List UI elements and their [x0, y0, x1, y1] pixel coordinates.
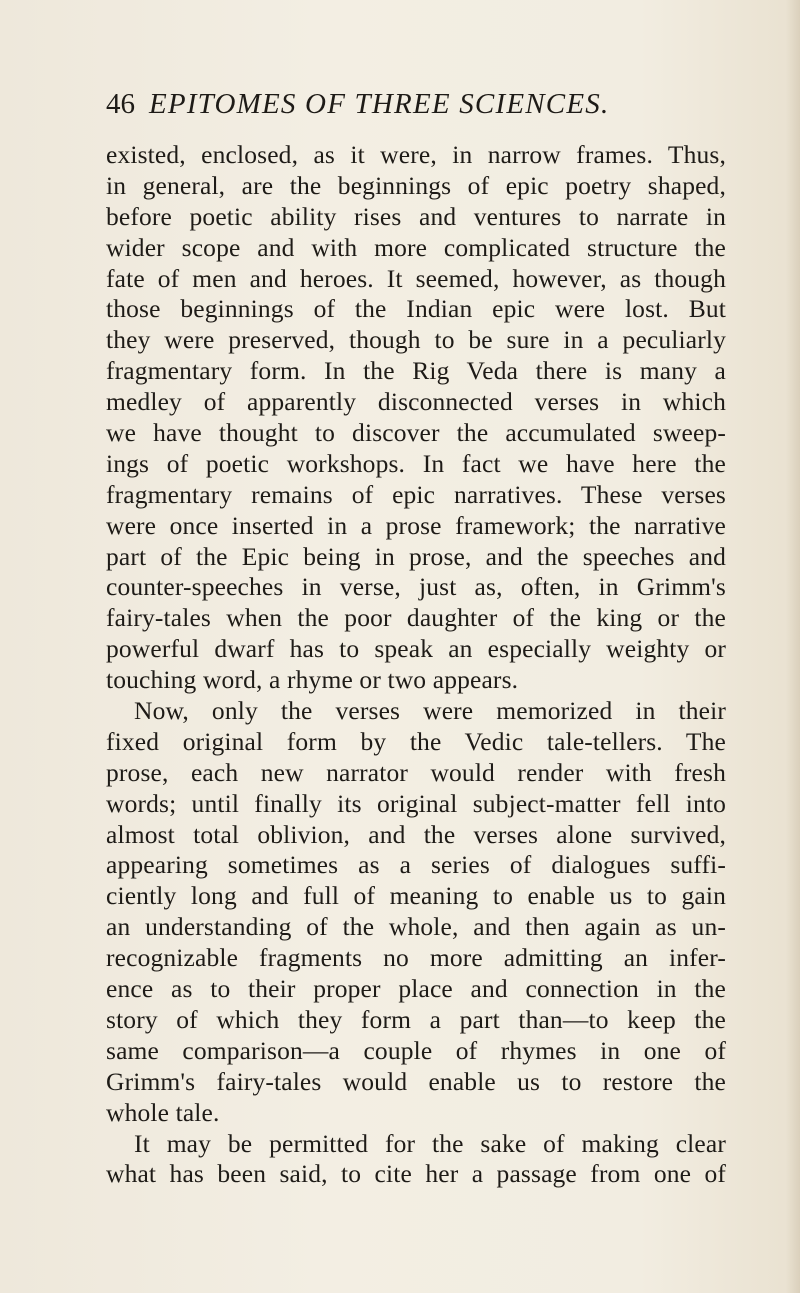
text-line: before poetic ability rises and ventures to narrate in: [106, 201, 726, 231]
text-line: fate of men and heroes. It seemed, however, as though: [106, 263, 726, 293]
text-line: fragmentary form. In the Rig Veda there is many a: [106, 356, 726, 386]
text-line: same comparison—a couple of rhymes in one of: [106, 1035, 726, 1065]
text-line: story of which they form a part than—to keep the: [106, 1004, 726, 1034]
text-line: part of the Epic being in prose, and the speeches and: [106, 541, 726, 571]
running-header: [106, 84, 726, 124]
text-line: words; until finally its original subject-matter fell into: [106, 788, 726, 818]
text-line: what has been said, to cite her a passage from one of: [106, 1159, 726, 1189]
text-line: counter-speeches in verse, just as, often, in Grimm's: [106, 572, 726, 602]
text-line: almost total oblivion, and the verses alone survived,: [106, 819, 726, 849]
text-line: fixed original form by the Vedic tale-tellers. The: [106, 726, 726, 756]
text-line: ciently long and full of meaning to enable us to gain: [106, 881, 726, 911]
text-line: were once inserted in a prose framework; the narrative: [106, 510, 726, 540]
text-line: they were preserved, though to be sure in a peculiarly: [106, 325, 726, 355]
text-line: existed, enclosed, as it were, in narrow frames. Thus,: [106, 140, 726, 169]
text-line: appearing sometimes as a series of dialogues suffi-: [106, 850, 726, 880]
text-line: medley of apparently disconnected verses in which: [106, 387, 726, 417]
text-line: wider scope and with more complicated structure the: [106, 232, 726, 262]
text-line: fragmentary remains of epic narratives. These verses: [106, 479, 726, 509]
text-line: in general, are the beginnings of epic poetry shaped,: [106, 170, 726, 200]
page-number: 46: [106, 88, 135, 120]
paragraph-end-line: whole tale.: [106, 1097, 220, 1127]
text-line: powerful dwarf has to speak an especially weighty or: [106, 634, 726, 664]
page-edge-shadow: [786, 0, 800, 1293]
text-line: we have thought to discover the accumulated sweep-: [106, 418, 726, 448]
text-line: fairy-tales when the poor daughter of the king or the: [106, 603, 726, 633]
text-line: Grimm's fairy-tales would enable us to restore the: [106, 1066, 726, 1096]
paragraph-end-line: touching word, a rhyme or two appears.: [106, 665, 519, 695]
text-line: recognizable fragments no more admitting an infer-: [106, 943, 726, 973]
body-text: [106, 140, 726, 1190]
text-line: prose, each new narrator would render with fresh: [106, 757, 726, 787]
text-line: ings of poetic workshops. In fact we have here the: [106, 448, 726, 478]
paragraph-start-line: It may be permitted for the sake of making clear: [134, 1128, 726, 1158]
paragraph-start-line: Now, only the verses were memorized in their: [134, 696, 726, 726]
text-line: an understanding of the whole, and then again as un-: [106, 912, 726, 942]
running-title: EPITOMES OF THREE SCIENCES.: [149, 88, 610, 120]
text-line: ence as to their proper place and connection in the: [106, 974, 726, 1004]
text-line: those beginnings of the Indian epic were lost. But: [106, 294, 726, 324]
